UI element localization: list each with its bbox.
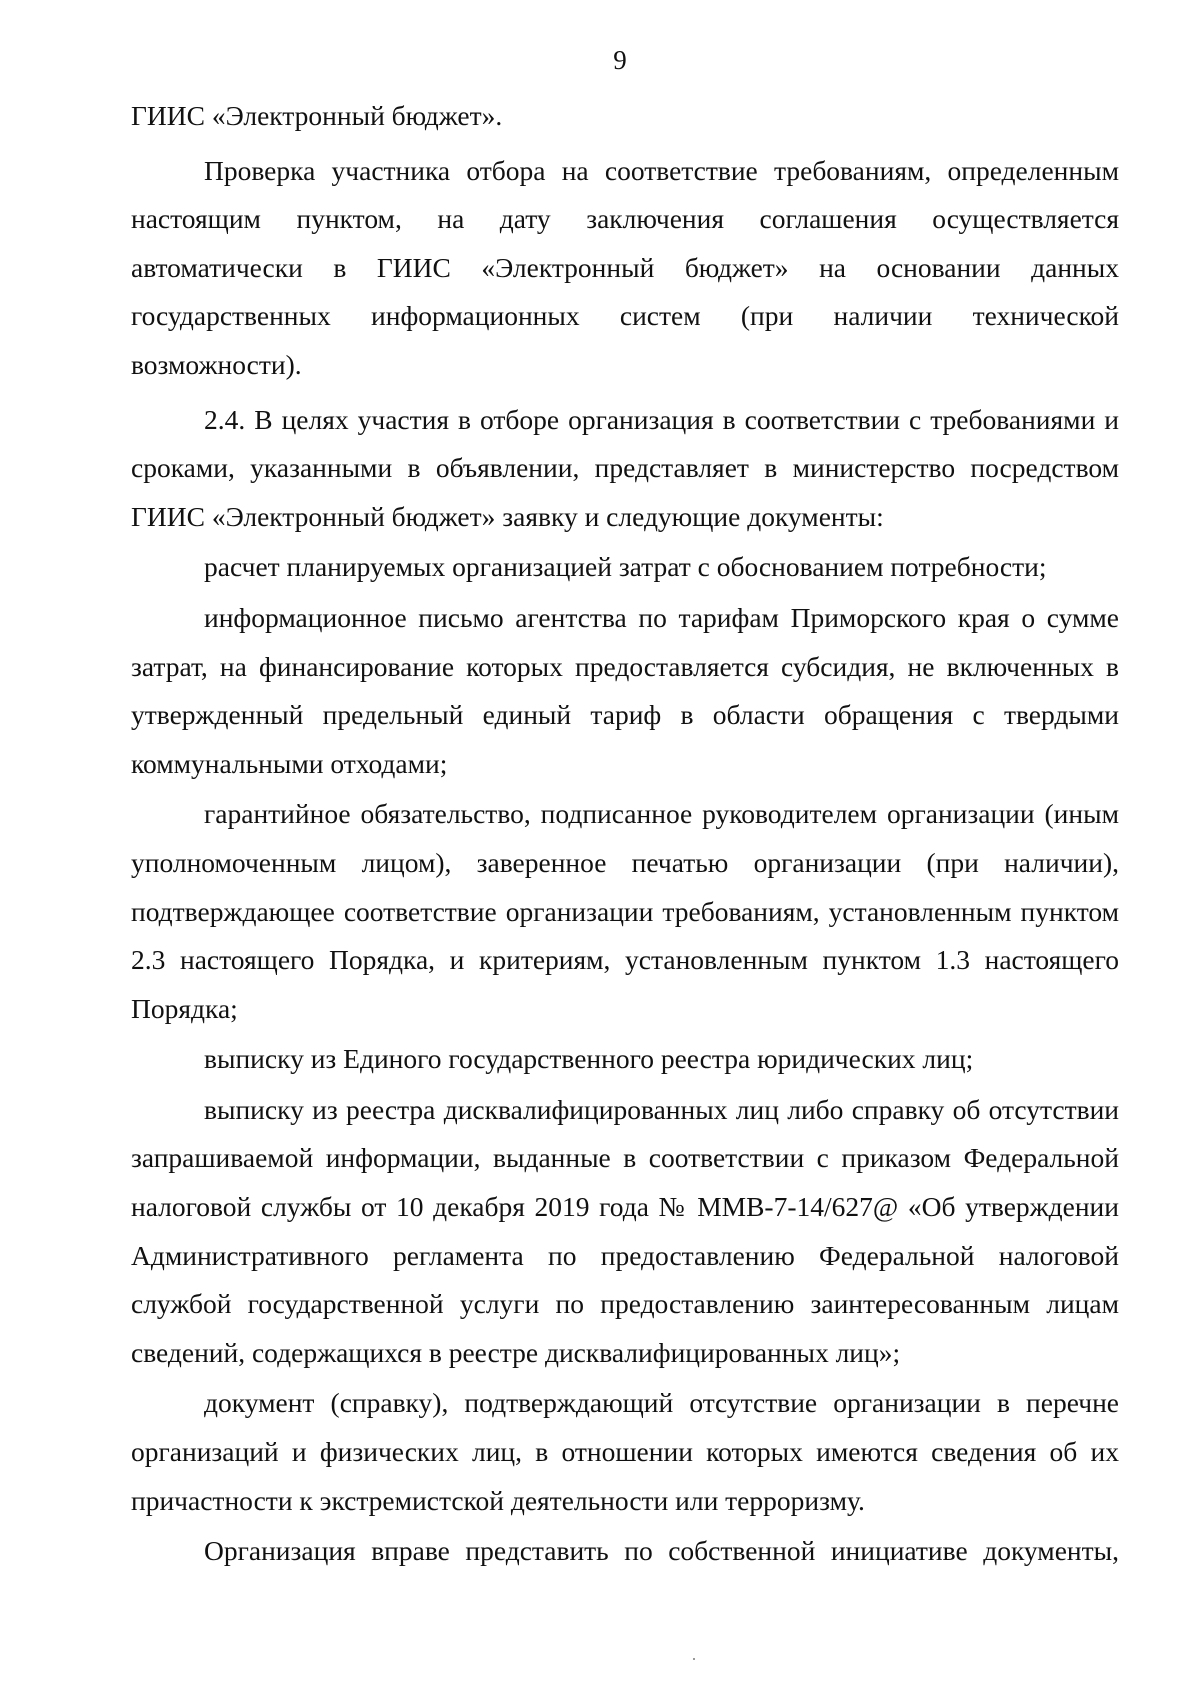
list-item-cost-calculation: расчет планируемых организацией затрат с обоснованием потребности;	[204, 551, 1047, 583]
paragraph-voluntary-documents: Организация вправе представить по собственной инициативе документы,	[204, 1535, 1119, 1567]
list-item-disqualified-registry: выписку из реестра дисквалифицированных лиц либо справку об отсутствии запрашиваемой информации, выданные в соответствии с приказом Федеральной налоговой службы от 10 декабря 2019 года № ММВ-7-14/627@ «Об утверждении Административного регламента по предоставлению Федеральной налоговой службой государственной услуги по предоставлению заинтересованным лицам сведений, содержащихся в реестре дисквалифицированных лиц»;	[131, 1093, 1119, 1368]
list-item-extremism-certificate: документ (справку), подтверждающий отсутствие организации в перечне организаций и физических лиц, в отношении которых имеются сведения об их причастности к экстремистской деятельности или терроризму.	[131, 1387, 1119, 1516]
paragraph-2-4: 2.4. В целях участия в отборе организация в соответствии с требованиями и сроками, указанными в объявлении, представляет в министерство посредством ГИИС «Электронный бюджет» заявку и следующие документы:	[131, 403, 1119, 532]
list-item-egrul-extract: выписку из Единого государственного реестра юридических лиц;	[204, 1043, 974, 1075]
scan-speck	[693, 1658, 695, 1660]
paragraph-verification: Проверка участника отбора на соответствие требованиям, определенным настоящим пунктом, на дату заключения соглашения осуществляется автоматически в ГИИС «Электронный бюджет» на основании данных государственных информационных систем (при наличии технической возможности).	[131, 154, 1119, 380]
page-number: 9	[613, 45, 627, 75]
list-item-tariff-letter: информационное письмо агентства по тарифам Приморского края о сумме затрат, на финансирование которых предоставляется субсидия, не включенных в утвержденный предельный единый тариф в области обращения с твердыми коммунальными отходами;	[131, 601, 1119, 779]
list-item-guarantee: гарантийное обязательство, подписанное руководителем организации (иным уполномоченным лицом), заверенное печатью организации (при наличии), подтверждающее соответствие организации требованиям, установленным пунктом 2.3 настоящего Порядка, и критериям, установленным пунктом 1.3 настоящего Порядка;	[131, 798, 1119, 1024]
paragraph-continuation: ГИИС «Электронный бюджет».	[131, 100, 503, 131]
document-body	[131, 92, 1119, 1576]
